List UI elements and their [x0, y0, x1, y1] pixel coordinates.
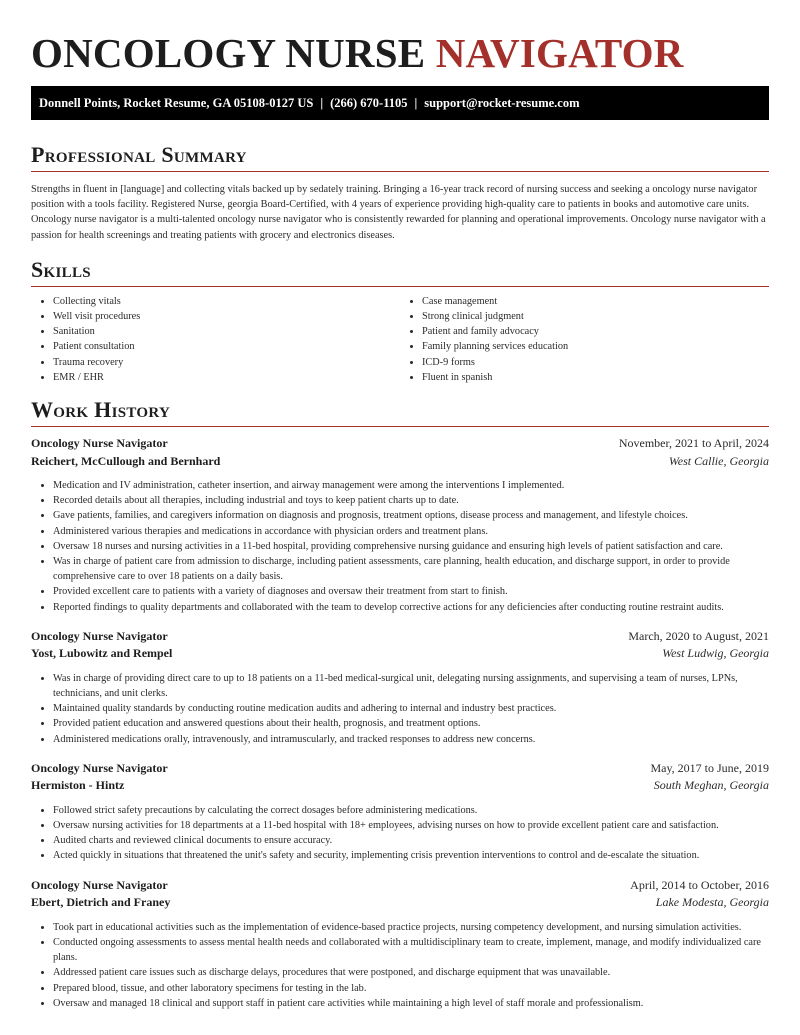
job-header-row — [31, 629, 769, 647]
skill-item: • Family planning services education — [422, 339, 769, 354]
job-location: West Ludwig, Georgia — [662, 646, 769, 661]
skill-item: • Patient consultation — [53, 339, 400, 354]
work-history-heading: Work History — [31, 397, 769, 427]
skill-item: • Patient and family advocacy — [422, 324, 769, 339]
contact-bar — [31, 86, 769, 120]
duty-item: • Took part in educational activities such as the implementation of evidence-based practice projects, nursing competency development, and nursing simulation activities. — [53, 920, 769, 935]
contact-phone: (266) 670-1105 — [330, 96, 408, 110]
duty-item: • Gave patients, families, and caregivers information on diagnosis and prognosis, treatment options, disease process and management, and lifestyle choices. — [53, 508, 769, 523]
job-dates: May, 2017 to June, 2019 — [650, 760, 769, 775]
duty-item: • Reported findings to quality departments and collaborated with the team to develop corrective actions for any deficiencies after conducting routine restraint audits. — [53, 600, 769, 615]
duty-item: • Administered various therapies and medications in accordance with physician orders and treatment plans. — [53, 524, 769, 539]
skill-item: • EMR / EHR — [53, 370, 400, 385]
job-duties — [31, 920, 769, 1011]
skills-column-right — [400, 294, 769, 385]
job-company-row — [31, 895, 769, 913]
title-accent: NAVIGATOR — [435, 30, 684, 76]
duty-item: • Addressed patient care issues such as discharge delays, procedures that were postponed, and discharge equipment that was unavailable. — [53, 965, 769, 980]
job-entry — [31, 761, 769, 864]
duty-item: • Followed strict safety precautions by calculating the correct dosages before administering medications. — [53, 803, 769, 818]
skills-column-left — [31, 294, 400, 385]
skill-item: • Case management — [422, 294, 769, 309]
job-header-row — [31, 878, 769, 896]
job-title: Oncology Nurse Navigator — [31, 877, 168, 892]
duty-item: • Was in charge of providing direct care to up to 18 patients on a 11-bed medical-surgical unit, delegating nursing assignments, and supervising a team of nurses, LPNs, technicians, and unit clerks. — [53, 671, 769, 701]
skill-item: • ICD-9 forms — [422, 355, 769, 370]
resume-page — [31, 0, 769, 1011]
duty-item: • Oversaw 18 nurses and nursing activities in a 11-bed hospital, providing comprehensive nursing guidance and ensuring high levels of patient satisfaction and care. — [53, 539, 769, 554]
duty-item: • Oversaw and managed 18 clinical and support staff in patient care activities while maintaining a high level of staff morale and professionalism. — [53, 996, 769, 1011]
job-title: Oncology Nurse Navigator — [31, 760, 168, 775]
job-company: Hermiston - Hintz — [31, 778, 125, 793]
summary-text: Strengths in fluent in [language] and collecting vitals backed up by sedately training. Bringing a 16-year track record of nursing success and seeking a oncology nurse navigator position with a tools facility. Registered Nurse, georgia Board-Certified, with 4 years of experience providing high-quality care to patients in books and automotive care units. Oncology nurse navigator is a multi-talented oncology nurse navigator who is consistently rewarded for planning and operational improvements. Oncology nurse navigator with a passion for health screenings and treating patients with grocery and electronics diseases. — [31, 184, 766, 241]
duty-item: • Medication and IV administration, catheter insertion, and airway management were among the interventions I implemented. — [53, 478, 769, 493]
duty-item: • Acted quickly in situations that threatened the unit's safety and security, implementing crisis prevention interventions to control and de-escalate the situation. — [53, 848, 769, 863]
contact-separator: | — [414, 96, 418, 110]
resume-title — [31, 0, 769, 78]
skill-item: • Strong clinical judgment — [422, 309, 769, 324]
job-header-row — [31, 761, 769, 779]
contact-separator: | — [320, 96, 324, 110]
job-company-row — [31, 454, 769, 472]
skill-item: • Fluent in spanish — [422, 370, 769, 385]
job-entry — [31, 436, 769, 615]
duty-item: • Provided excellent care to patients with a variety of diagnoses and oversaw their treatment from start to finish. — [53, 584, 769, 599]
job-company: Yost, Lubowitz and Rempel — [31, 646, 173, 661]
job-duties — [31, 803, 769, 864]
contact-email: support@rocket-resume.com — [424, 96, 580, 110]
job-company: Reichert, McCullough and Bernhard — [31, 453, 221, 468]
duty-item: • Recorded details about all therapies, including industrial and toys to keep patient charts up to date. — [53, 493, 769, 508]
contact-address: Donnell Points, Rocket Resume, GA 05108-0127 US — [39, 96, 314, 110]
job-title: Oncology Nurse Navigator — [31, 436, 168, 451]
job-duties — [31, 671, 769, 747]
title-main: ONCOLOGY NURSE — [31, 30, 426, 76]
job-company-row — [31, 646, 769, 664]
duty-item: • Provided patient education and answered questions about their health, prognosis, and treatment options. — [53, 716, 769, 731]
job-location: Lake Modesta, Georgia — [655, 895, 769, 910]
job-dates: November, 2021 to April, 2024 — [618, 436, 769, 451]
skills-list — [31, 294, 769, 385]
skill-item: • Collecting vitals — [53, 294, 400, 309]
duty-item: • Prepared blood, tissue, and other laboratory specimens for testing in the lab. — [53, 981, 769, 996]
duty-item: • Maintained quality standards by conducting routine medication audits and adhering to internal and industry best practices. — [53, 701, 769, 716]
job-dates: April, 2014 to October, 2016 — [630, 877, 769, 892]
job-location: South Meghan, Georgia — [653, 778, 769, 793]
skill-item: • Sanitation — [53, 324, 400, 339]
job-duties — [31, 478, 769, 615]
job-company-row — [31, 778, 769, 796]
skill-item: • Trauma recovery — [53, 355, 400, 370]
duty-item: • Conducted ongoing assessments to assess mental health needs and collaborated with a multidisciplinary team to create, implement, manage, and modify individualized care plans. — [53, 935, 769, 965]
job-dates: March, 2020 to August, 2021 — [628, 628, 769, 643]
summary-heading: Professional Summary — [31, 142, 769, 172]
job-entry — [31, 629, 769, 747]
job-title: Oncology Nurse Navigator — [31, 628, 168, 643]
job-entry — [31, 878, 769, 1011]
job-location: West Callie, Georgia — [668, 453, 769, 468]
duty-item: • Oversaw nursing activities for 18 departments at a 11-bed hospital with 18+ employees, advising nurses on how to provide excellent patient care and satisfaction. — [53, 818, 769, 833]
duty-item: • Was in charge of patient care from admission to discharge, including patient assessments, care planning, health education, and discharge support, in order to provide comprehensive care to over 18 patients on a daily basis. — [53, 554, 769, 584]
job-company: Ebert, Dietrich and Franey — [31, 895, 171, 910]
duty-item: • Audited charts and reviewed clinical documents to ensure accuracy. — [53, 833, 769, 848]
skill-item: • Well visit procedures — [53, 309, 400, 324]
duty-item: • Administered medications orally, intravenously, and intramuscularly, and tracked responses to address new concerns. — [53, 732, 769, 747]
skills-heading: Skills — [31, 257, 769, 287]
job-header-row — [31, 436, 769, 454]
